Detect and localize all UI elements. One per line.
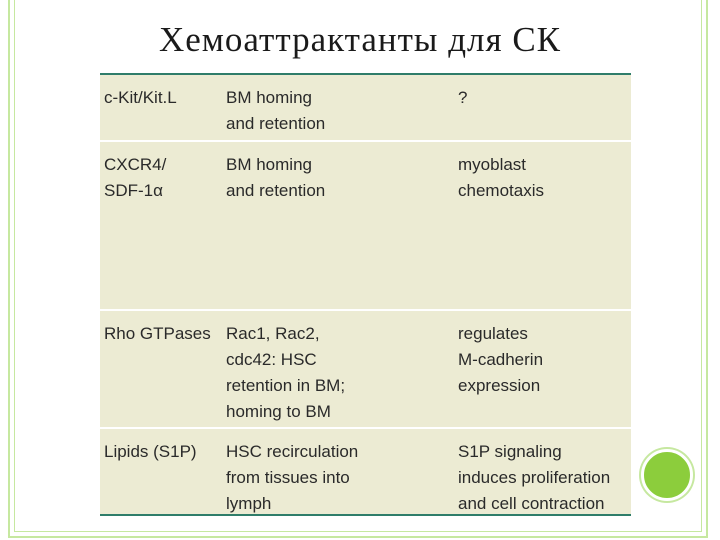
factor-cell: Rho GTPases bbox=[104, 324, 211, 343]
factor-cell: Lipids (S1P) bbox=[104, 442, 197, 461]
factor-cell: CXCR4/ SDF-1α bbox=[104, 155, 167, 200]
note-cell: regulates M-cadherin expression bbox=[458, 324, 544, 395]
chemoattractant-table bbox=[100, 73, 631, 516]
slide-title: Хемоаттрактанты для СК bbox=[158, 20, 562, 59]
role-cell: Rac1, Rac2, cdc42: HSC retention in BM; homing to BM bbox=[226, 324, 346, 421]
table-row bbox=[100, 311, 631, 429]
note-cell: S1P signaling induces proliferation and cell contraction bbox=[458, 442, 611, 513]
note-cell: ? bbox=[458, 88, 468, 107]
note-cell: myoblast chemotaxis bbox=[458, 155, 544, 200]
role-cell: BM homing and retention bbox=[226, 155, 326, 200]
table-row bbox=[100, 429, 631, 514]
table-row bbox=[100, 142, 631, 311]
decorative-green-circle bbox=[641, 449, 693, 501]
role-cell: HSC recirculation from tissues into lymph bbox=[226, 442, 359, 513]
table-row bbox=[100, 75, 631, 142]
role-cell: BM homing and retention bbox=[226, 88, 326, 133]
factor-cell: c-Kit/Kit.L bbox=[104, 88, 177, 107]
